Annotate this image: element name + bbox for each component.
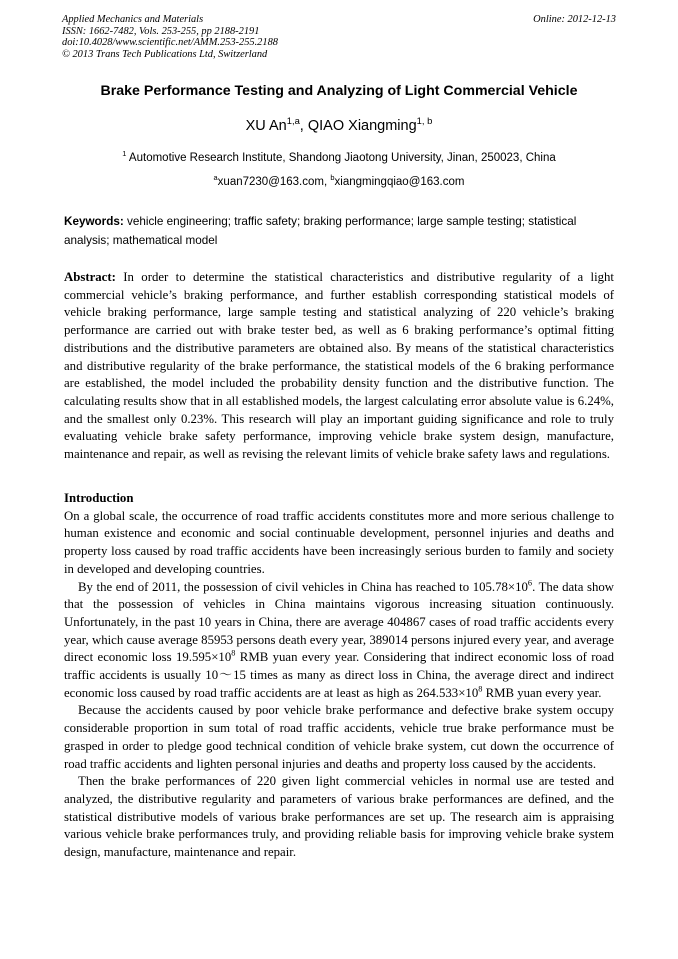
journal-header — [62, 14, 618, 60]
intro-p2-part-a: By the end of 2011, the possession of civil vehicles in China has reached to 105.78×10 — [78, 579, 528, 594]
intro-p2-sup-2: 8 — [231, 649, 236, 659]
keywords-text: vehicle engineering; traffic safety; braking performance; large sample testing; statistical analysis; mathematical model — [64, 215, 577, 247]
author-2-sup: 1, b — [416, 115, 433, 127]
intro-paragraph-4: Then the brake performances of 220 given light commercial vehicles in normal use are tested and analyzed, the distributive regularity and parameters of various brake performances are defined, and the statistical distributive models of various brake performances are set up. The research aim is appraising various vehicle brake performances truly, and providing reliable basis for improving vehicle brake system design, manufacture, maintenance and repair. — [64, 774, 614, 860]
intro-p2-sup-3: 8 — [478, 684, 483, 694]
intro-paragraph-1: On a global scale, the occurrence of road traffic accidents constitutes more and more serious challenge to human existence and economic and social continuable development, personnel injuries and deaths and property loss caused by road traffic accidents have been increasingly serious burden to family and society in developed and developing countries. — [64, 508, 614, 576]
keywords-label: Keywords: — [64, 215, 124, 228]
copyright-line: © 2013 Trans Tech Publications Ltd, Switzerland — [62, 48, 268, 60]
doi-line: doi:10.4028/www.scientific.net/AMM.253-255.2188 — [62, 37, 278, 49]
issn-line: ISSN: 1662-7482, Vols. 253-255, pp 2188-2191 — [62, 25, 260, 37]
author-separator: , — [299, 118, 308, 134]
abstract-text: In order to determine the statistical characteristics and distributive regularity of a light commercial vehicle’s braking performance, and further establish corresponding statistical models of vehicle braking performance, large sample testing and statistical analyzing of 220 vehicle’s braking performance are carried out with brake tester bed, as well as 6 braking performance’s optimal fitting distributions and the distributive parameters are obtained also. By means of the statistical characteristics and distributive regularity of the brake performance, the statistical models of the 6 braking performance are established, the model included the probability density function and the distributive function. The calculating results show that in all established models, the largest calculating error absolute value is 6.24%, and the smallest only 0.23%. This research will play an important guiding significance and role to truly evaluating vehicle brake safety performance, improving vehicle brake system design, manufacture, maintenance and repair, as well as revising the relevant limits of vehicle brake safety laws and regulations. — [64, 270, 614, 462]
introduction-heading: Introduction — [64, 491, 134, 505]
intro-p2-part-d: RMB yuan every year. — [482, 685, 602, 700]
intro-p2-sup-1: 6 — [527, 578, 533, 588]
intro-p2-part-b: . The data show that the possession of vehicles in China maintains vigorous increasing situation continuously. Unfortunately, in the past 10 years in China, there are average 404867 cases of road traffic accidents every year, which cause average 85953 persons death every year, 389014 persons injured every year, and average direct economic loss 19.595×10 — [64, 579, 614, 665]
email-separator: , — [323, 176, 331, 188]
journal-name: Applied Mechanics and Materials — [62, 14, 204, 25]
keywords — [64, 213, 614, 250]
email-a-sup: a — [213, 173, 218, 183]
email-b-sup: b — [330, 173, 335, 183]
intro-paragraph-3: Because the accidents caused by poor vehicle brake performance and defective brake system occupy considerable proportion in sum total of road traffic accidents, vehicle true brake performance must be grasped in order to pledge good technical condition of vehicle brake system, cut down the occurrence of road traffic accidents and lighten personal injuries and deaths and property loss caused by the accidents. — [64, 703, 614, 771]
author-1: XU An — [245, 118, 287, 134]
intro-p2-part-c: RMB yuan every year. Considering that indirect economic loss of road traffic accidents is usually 10～15 times as many as direct loss in China, the average direct and indirect economic loss caused by road traffic accidents are at least as high as 264.533×10 — [64, 650, 614, 700]
abstract-paragraph — [64, 269, 614, 464]
introduction-section — [64, 490, 614, 862]
affiliation — [0, 149, 678, 164]
email-line — [0, 173, 678, 188]
email-b[interactable]: xiangmingqiao@163.com — [334, 176, 465, 188]
author-line — [0, 115, 678, 134]
intro-paragraph-2 — [64, 579, 614, 703]
abstract — [64, 269, 614, 464]
affiliation-text: Automotive Research Institute, Shandong Jiaotong University, Jinan, 250023, China — [126, 152, 556, 164]
affiliation-sup: 1 — [122, 149, 127, 159]
paper-title: Brake Performance Testing and Analyzing of Light Commercial Vehicle — [100, 83, 578, 99]
author-1-sup: 1,a — [286, 115, 300, 127]
abstract-label: Abstract: — [64, 270, 116, 284]
online-date: Online: 2012-12-13 — [533, 14, 616, 25]
email-a[interactable]: xuan7230@163.com — [217, 176, 324, 188]
author-2: QIAO Xiangming — [307, 118, 417, 134]
